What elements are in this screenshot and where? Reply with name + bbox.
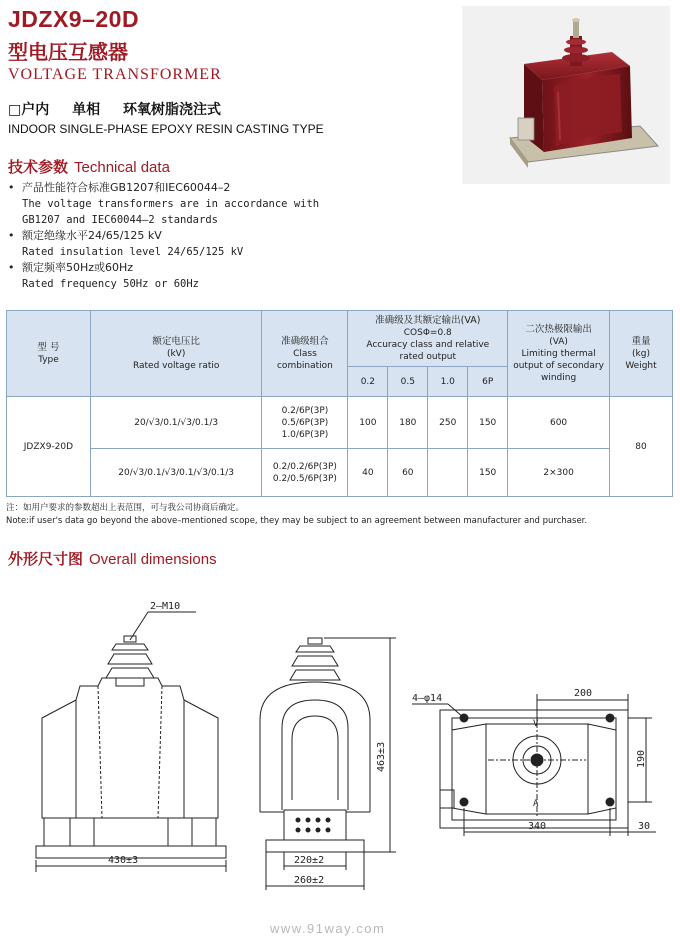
header-ratio: 额定电压比 (kV) Rated voltage ratio bbox=[90, 311, 262, 397]
dimension-drawings bbox=[0, 590, 680, 920]
list-item bbox=[8, 228, 319, 244]
cell-v05: 180 bbox=[388, 397, 428, 449]
note-en: Note:if user's data go beyond the above–mentioned scope, they may be subject to an agreement between manufacturer and purchaser. bbox=[6, 516, 588, 526]
holes-label: 4–φ14 bbox=[412, 693, 443, 704]
bullet-icon: • bbox=[8, 261, 15, 274]
spec-cn: 额定频率50Hz或60Hz bbox=[22, 261, 134, 274]
note-cn: 注：如用户要求的参数超出上表范围，可与我公司协商后确定。 bbox=[6, 503, 245, 513]
spec-cn: 产品性能符合标准GB1207和IEC60044–2 bbox=[22, 181, 231, 194]
svg-text:A: A bbox=[533, 799, 539, 809]
type-cn-indoor: □户内 bbox=[8, 102, 50, 118]
bullet-icon: • bbox=[8, 181, 15, 194]
header-type: 型 号 Type bbox=[7, 311, 91, 397]
top-200-label: 200 bbox=[574, 688, 593, 699]
type-cn-phase: 单相 bbox=[72, 102, 101, 118]
header-acc-col: 0.5 bbox=[388, 367, 428, 397]
header-thermal: 二次热极限输出 (VA) Limiting thermal output of secondary winding bbox=[508, 311, 610, 397]
top-view bbox=[412, 688, 656, 836]
header-acc-col: 0.2 bbox=[348, 367, 388, 397]
list-item bbox=[8, 196, 319, 212]
cell-v02: 100 bbox=[348, 397, 388, 449]
technical-heading-cn: 技术参数 bbox=[8, 158, 69, 176]
header-acc-col: 1.0 bbox=[428, 367, 468, 397]
table-row bbox=[7, 397, 673, 449]
type-cn bbox=[8, 99, 239, 119]
cell-weight: 80 bbox=[610, 397, 673, 497]
product-title-cn: 型电压互感器 bbox=[8, 40, 128, 64]
spec-en: Rated insulation level 24/65/125 kV bbox=[22, 246, 244, 258]
spec-en: The voltage transformers are in accordance with bbox=[22, 198, 320, 210]
product-photo bbox=[462, 6, 670, 184]
cell-v10: 250 bbox=[428, 397, 468, 449]
technical-heading-en: Technical data bbox=[74, 159, 170, 176]
cell-v02: 40 bbox=[348, 449, 388, 497]
top-190-label: 190 bbox=[636, 749, 647, 768]
header-acc-col: 6P bbox=[468, 367, 508, 397]
product-title-en: VOLTAGE TRANSFORMER bbox=[8, 66, 222, 83]
cell-thermal: 2×300 bbox=[508, 449, 610, 497]
table-note bbox=[6, 502, 587, 528]
list-item bbox=[8, 244, 319, 260]
cell-class: 0.2/0.2/6P(3P) 0.2/0.5/6P(3P) bbox=[262, 449, 348, 497]
spec-cn: 额定绝缘水平24/65/125 kV bbox=[22, 229, 162, 242]
spec-en: GB1207 and IEC60044–2 standards bbox=[22, 214, 218, 226]
cell-class: 0.2/6P(3P) 0.5/6P(3P) 1.0/6P(3P) bbox=[262, 397, 348, 449]
cell-model: JDZX9-20D bbox=[7, 397, 91, 497]
technical-list bbox=[8, 180, 319, 292]
cell-ratio: 20/√3/0.1/√3/0.1/3 bbox=[90, 397, 262, 449]
watermark: www.91way.com bbox=[270, 921, 386, 936]
cell-ratio: 20/√3/0.1/√3/0.1/√3/0.1/3 bbox=[90, 449, 262, 497]
model-title: JDZX9–20D bbox=[8, 6, 140, 32]
list-item bbox=[8, 180, 319, 196]
list-item bbox=[8, 260, 319, 276]
cell-v6p: 150 bbox=[468, 449, 508, 497]
transformer-photo-illustration bbox=[462, 6, 670, 184]
bullet-icon: • bbox=[8, 229, 15, 242]
table-header-row bbox=[7, 311, 673, 367]
front-width-label: 430±3 bbox=[108, 855, 139, 866]
dimensions-heading-en: Overall dimensions bbox=[89, 551, 217, 568]
header-accuracy: 准确级及其额定输出(VA) COSΦ=0.8 Accuracy class and relative rated output bbox=[348, 311, 508, 367]
table-row bbox=[7, 449, 673, 497]
top-30-label: 30 bbox=[638, 821, 651, 832]
side-inner-label: 220±2 bbox=[294, 855, 325, 866]
cell-v10 bbox=[428, 449, 468, 497]
dimensions-heading bbox=[8, 548, 217, 569]
list-item bbox=[8, 212, 319, 228]
type-en: INDOOR SINGLE-PHASE EPOXY RESIN CASTING TYPE bbox=[8, 122, 324, 136]
type-cn-resin: 环氧树脂浇注式 bbox=[122, 102, 221, 118]
cell-v05: 60 bbox=[388, 449, 428, 497]
spec-table bbox=[6, 310, 673, 497]
header-class: 准确级组合 Class combination bbox=[262, 311, 348, 397]
header-weight: 重量 (kg) Weight bbox=[610, 311, 673, 397]
top-340-label: 340 bbox=[528, 821, 547, 832]
technical-heading bbox=[8, 156, 170, 177]
cell-v6p: 150 bbox=[468, 397, 508, 449]
bolt-label: 2–M10 bbox=[150, 601, 181, 612]
height-label: 463±3 bbox=[376, 741, 387, 772]
spec-en: Rated frequency 50Hz or 60Hz bbox=[22, 278, 200, 290]
front-view bbox=[36, 601, 226, 872]
svg-text:V: V bbox=[533, 719, 539, 729]
dimensions-heading-cn: 外形尺寸图 bbox=[8, 550, 84, 568]
list-item bbox=[8, 276, 319, 292]
side-outer-label: 260±2 bbox=[294, 875, 325, 886]
cell-thermal: 600 bbox=[508, 397, 610, 449]
side-view bbox=[260, 638, 396, 890]
